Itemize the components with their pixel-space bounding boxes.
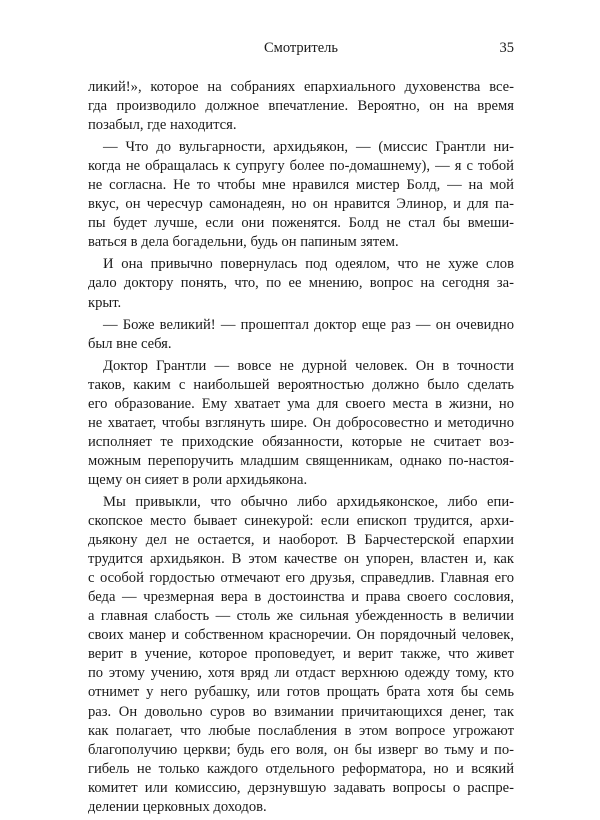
text-line: скопское место бывает синекурой: если епископ трудится, архи- — [88, 513, 514, 530]
text-line: дало доктору понять, что, по ее мнению, вопрос на сегодня за- — [88, 275, 514, 292]
text-line: с особой гордостью отмечают его друзья, справедлив. Главная его — [88, 570, 514, 587]
text-line: И она привычно повернулась под одеялом, что не хуже слов — [103, 256, 514, 273]
text-line: крыт. — [88, 294, 122, 311]
text-line: раз. Он довольно суров во взимании причитающихся денег, так — [88, 703, 514, 720]
text-line: щему он сияет в роли архидьякона. — [88, 471, 308, 488]
text-line: дьякону дел не остается, и наоборот. В Барчестерской епархии — [88, 532, 514, 549]
text-line: можным перепоручить младшим священникам, однако по-настоя- — [88, 452, 514, 469]
text-line: благополучию церкви; будь его воля, он бы изверг во тьму и по- — [88, 741, 514, 758]
text-line: а главная слабость — столь же сильная убежденность в величии — [88, 608, 514, 625]
text-line: ликий!», которое на собраниях епархиального духовенства все- — [88, 79, 514, 95]
text-line: гибель не только каждого отдельного реформатора, но и всякий — [88, 760, 514, 777]
text-line: делении церковных доходов. — [88, 798, 267, 815]
text-line: Мы привыкли, что обычно либо архидьяконское, либо епи- — [103, 493, 514, 510]
paragraph — [88, 316, 514, 354]
text-line: позабыл, где находится. — [88, 117, 237, 134]
text-line: своих манер и собственном красноречии. Он порядочный человек, — [88, 627, 514, 644]
paragraph — [88, 138, 514, 252]
text-line: таков, каким с наибольшей вероятностью должно было сделать — [88, 376, 514, 393]
text-line: как полагает, что любые послабления в этом вопросе угрожают — [88, 722, 514, 739]
text-line: не согласна. Не то чтобы мне нравился мистер Болд, — на мой — [88, 177, 514, 194]
text-line: вкус, он чересчур самонадеян, но он нравится Элинор, и для па- — [88, 196, 514, 213]
text-line: отнимет у него рубашку, или готов прощать брата хотя бы семь — [88, 684, 514, 701]
running-head — [88, 40, 514, 60]
text-line: был вне себя. — [88, 335, 172, 352]
text-line: — Боже великий! — прошептал доктор еще раз — он очевидно — [103, 316, 514, 333]
text-line: гда производило должное впечатление. Вероятно, он на время — [88, 98, 514, 115]
paragraph — [88, 78, 514, 135]
text-line: беда — чрезмерная вера в достоинства и права своего сословия, — [88, 589, 514, 606]
text-line: ваться в дела богадельни, будь он папиным зятем. — [88, 234, 399, 251]
text-line: — Что до вульгарности, архидьякон, — (миссис Грантли ни- — [103, 139, 514, 156]
body-text — [88, 78, 514, 820]
text-line: комитет или комиссию, дерзнувшую задавать вопросы о распре- — [88, 779, 514, 796]
text-line: трудится архидьякон. В этом качестве он упорен, властен и, как — [88, 551, 514, 568]
text-line: пы будет лучше, если они поженятся. Болд не стал бы вмеши- — [88, 215, 514, 232]
paragraph — [88, 493, 514, 817]
text-line: его образование. Ему хватает ума для своего места в жизни, но — [88, 395, 514, 412]
paragraph — [88, 357, 514, 490]
text-line: исполняет те приходские обязанности, которые не считает воз- — [88, 433, 514, 450]
running-title: Смотритель — [263, 40, 339, 56]
text-line: Доктор Грантли — вовсе не дурной человек. Он в точности — [103, 357, 514, 374]
text-line: не хватает, чтобы взглянуть шире. Он добросовестно и методично — [88, 414, 514, 431]
page-number: 35 — [499, 40, 514, 56]
text-line: по этому учению, хотя вряд ли отдаст верхнюю одежду тому, кто — [88, 665, 514, 682]
text-line: когда не обращалась к супругу более по-домашнему), — я с тобой — [88, 158, 514, 175]
text-line: верит в учение, которое проповедует, и верит также, что живет — [88, 646, 514, 663]
paragraph — [88, 255, 514, 312]
